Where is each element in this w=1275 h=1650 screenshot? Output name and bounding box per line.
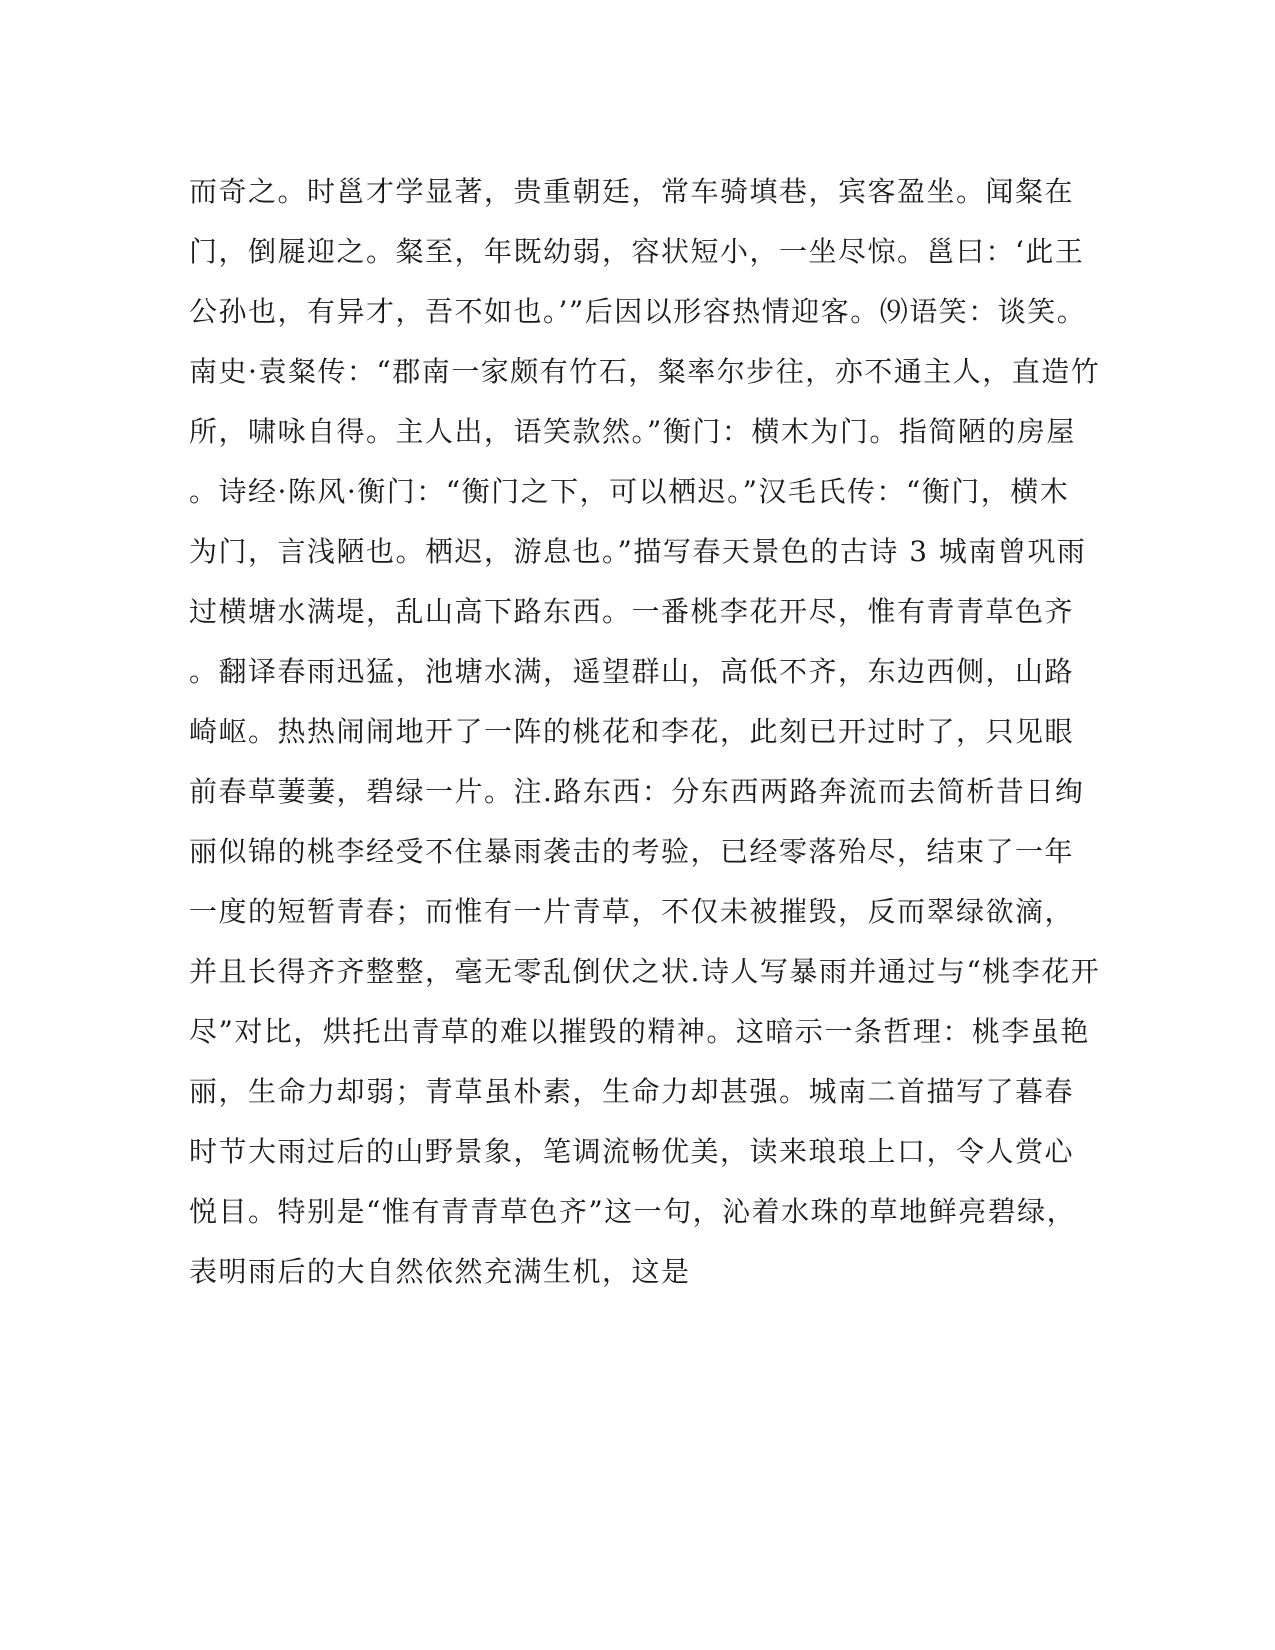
text-line: 过横塘水满堤，乱山高下路东西。一番桃李花开尽，惟有青青草色齐 <box>189 595 1075 628</box>
text-line: 崎岖。热热闹闹地开了一阵的桃花和李花，此刻已开过时了，只见眼 <box>189 715 1075 748</box>
text-line: 前春草萋萋，碧绿一片。注.路东西：分东西两路奔流而去简析昔日绚 <box>189 775 1085 808</box>
text-line: 表明雨后的大自然依然充满生机，这是 <box>189 1255 691 1288</box>
text-line: 所，啸咏自得。主人出，语笑款然。”衡门：横木为门。指简陋的房屋 <box>189 415 1076 448</box>
text-line: 丽，生命力却弱；青草虽朴素，生命力却甚强。城南二首描写了暮春 <box>189 1075 1075 1108</box>
text-line: 一度的短暂青春；而惟有一片青草，不仅未被摧毁，反而翠绿欲滴， <box>189 895 1075 928</box>
text-line: 时节大雨过后的山野景象，笔调流畅优美，读来琅琅上口，令人赏心 <box>189 1135 1075 1168</box>
text-line: 。翻译春雨迅猛，池塘水满，遥望群山，高低不齐，东边西侧，山路 <box>189 655 1075 688</box>
text-line: 公孙也，有异才，吾不如也。’”后因以形容热情迎客。⑼语笑：谈笑。 <box>189 295 1087 328</box>
text-line: 门，倒屣迎之。粲至，年既幼弱，容状短小，一坐尽惊。邕曰：‘此王 <box>189 235 1085 268</box>
text-line: 丽似锦的桃李经受不住暴雨袭击的考验，已经零落殆尽，结束了一年 <box>189 835 1075 868</box>
text-line: 。诗经·陈风·衡门：“衡门之下，可以栖迟。”汉毛氏传：“衡门，横木 <box>189 475 1070 508</box>
text-line: 并且长得齐齐整整，毫无零乱倒伏之状.诗人写暴雨并通过与“桃李花开 <box>189 955 1101 988</box>
text-line: 尽”对比，烘托出青草的难以摧毁的精神。这暗示一条哲理：桃李虽艳 <box>189 1015 1090 1048</box>
body-text <box>189 162 1101 1302</box>
text-line: 悦目。特别是“惟有青青草色齐”这一句，沁着水珠的草地鲜亮碧绿， <box>189 1195 1077 1228</box>
text-line: 南史·袁粲传：“郡南一家颇有竹石，粲率尔步往，亦不通主人，直造竹 <box>189 355 1101 388</box>
text-line: 而奇之。时邕才学显著，贵重朝廷，常车骑填巷，宾客盈坐。闻粲在 <box>189 175 1075 208</box>
text-line: 为门，言浅陋也。栖迟，游息也。”描写春天景色的古诗 3 城南曾巩雨 <box>189 535 1087 568</box>
